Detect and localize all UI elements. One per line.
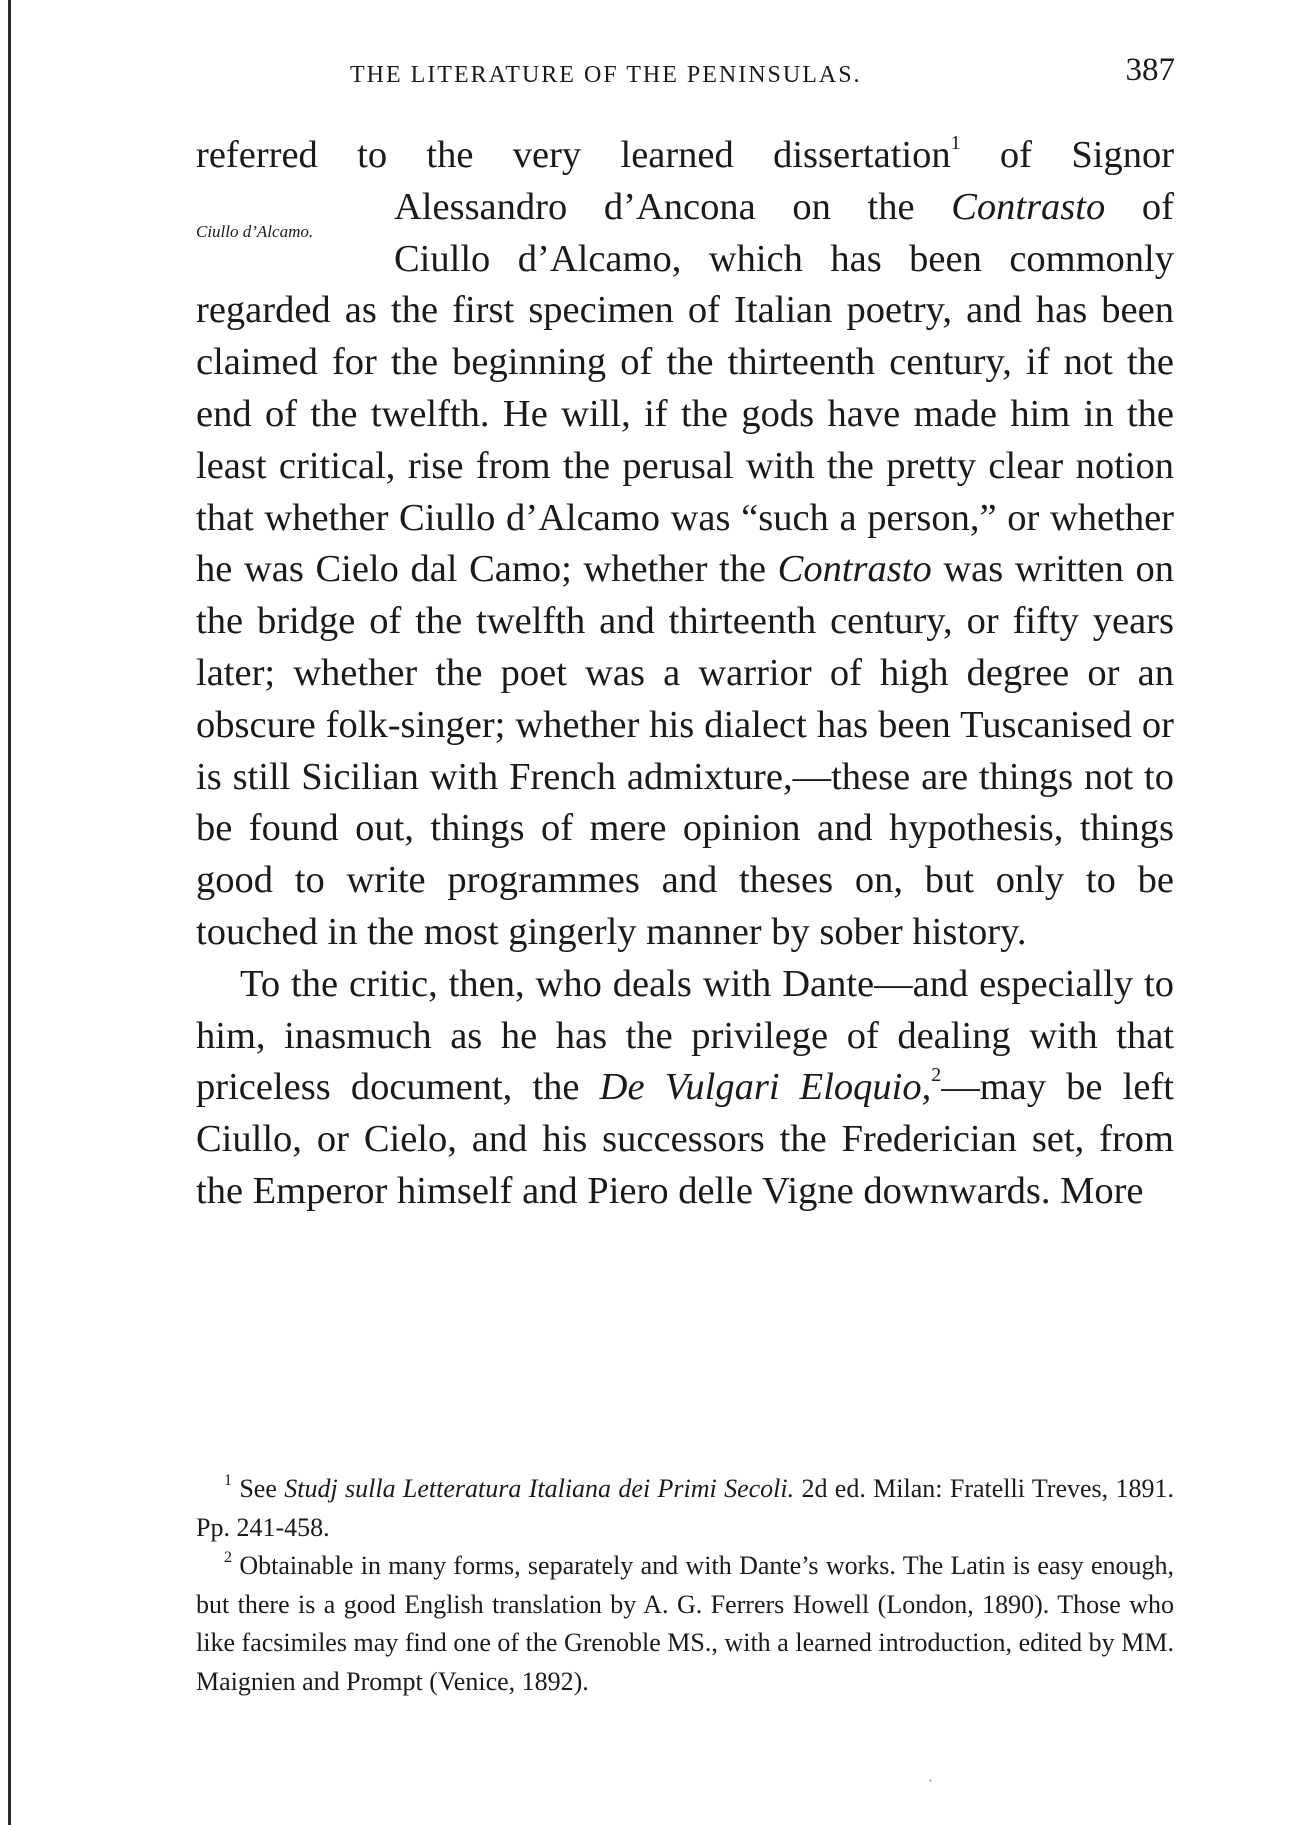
paragraph-1-line-2: Alessandro d’Ancona on the Contrasto of (394, 185, 1174, 228)
body-text (196, 130, 1174, 1218)
margin-note: Ciullo d’Alcamo. (196, 221, 314, 241)
footnote-1-marker: 1 (224, 1472, 232, 1489)
binding-edge (8, 0, 11, 1825)
footnote-2: $^2$ Obtainable in many forms, separately and with Dante’s works. The Latin is easy enough, but there is a good English translation by A. G. Ferrers Howell (London, 1890). Those who like facsimiles may find one of the Grenoble MS., with a learned introduction, edited by MM. Maignien and Prompt (Venice, 1892). (196, 1549, 1174, 1696)
paragraph-1-line-1: referred to the very learned dissertation$^1$ of Signor (196, 132, 1175, 176)
page-number: 387 (1125, 52, 1175, 88)
footnote-ref-2: 2 (931, 1064, 942, 1087)
stray-mark: · (928, 1771, 934, 1790)
paragraph-1 (196, 130, 1174, 959)
paragraph-1-rest: regarded as the first specimen of Italian poetry, and has been claimed for the beginning of the thirteenth century, if not the end of the twelfth. He will, if the gods have made him in the least critical, rise from the perusal with the pretty clear notion that whether Ciullo d’Alcamo was “such a person,” or whether he was Cielo dal Camo; whether the Contrasto was written on the bridge of the twelfth and thirteenth century, or fifty years later; whether the poet was a warrior of high degree or an obscure folk-singer; whether his dialect has been Tuscanised or is still Sicilian with French admixture,—these are things not to be found out, things of mere opinion and hypothesis, things good to write programmes and theses on, but only to be touched in the most gingerly manner by sober history. (196, 289, 1174, 953)
running-title: THE LITERATURE OF THE PENINSULAS. (350, 62, 862, 88)
footnote-1: $^1$ See Studj sulla Letteratura Italiana dei Primi Secoli. 2d ed. Milan: Fratelli Treves, 1891. Pp. 241-458. (196, 1472, 1174, 1542)
page-header (350, 50, 1175, 100)
footnote-ref-1: 1 (950, 132, 961, 154)
sidenote-block (196, 182, 1174, 286)
paragraph-1-line-3: Ciullo d’Alcamo, which has been commonly (394, 237, 1174, 280)
footnote-2-marker: 2 (224, 1549, 232, 1566)
paragraph-2: To the critic, then, who deals with Dante—and especially to him, inasmuch as he has the privilege of dealing with that priceless document, the De Vulgari Eloquio,$^2$—may be left Ciullo, or Cielo, and his successors the Frederician set, from the Emperor himself and Piero delle Vigne downwards. More (196, 962, 1174, 1212)
footnotes (196, 1470, 1174, 1701)
